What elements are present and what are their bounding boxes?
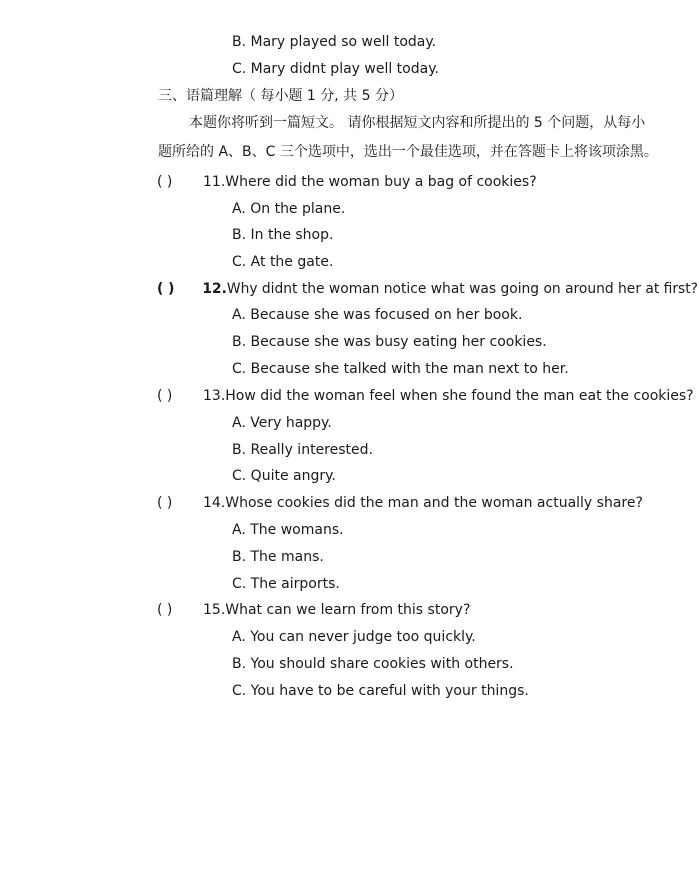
- q15-option-c: C. You have to be careful with your things.: [232, 683, 529, 699]
- q13-option-b: B. Really interested.: [232, 442, 373, 458]
- q11-option-b: B. In the shop.: [232, 227, 334, 243]
- question-11: [157, 173, 537, 191]
- question-text: How did the woman feel when she found the man eat the cookies?: [225, 388, 694, 404]
- q11-option-a: A. On the plane.: [232, 201, 346, 217]
- question-15: [157, 601, 470, 619]
- q14-option-c: C. The airports.: [232, 576, 340, 592]
- question-14: [157, 494, 643, 512]
- section-intro-line-2: 题所给的 A、B、C 三个选项中，选出一个最佳选项，并在答题卡上将该项涂黑。: [158, 144, 658, 160]
- question-text: What can we learn from this story?: [225, 602, 471, 618]
- q15-option-a: A. You can never judge too quickly.: [232, 629, 476, 645]
- question-12: [157, 280, 698, 298]
- answer-blank[interactable]: ( ): [157, 602, 173, 618]
- question-number: 13.: [203, 388, 226, 404]
- q14-option-b: B. The mans.: [232, 549, 324, 565]
- section-heading: 三、语篇理解（ 每小题 1 分, 共 5 分）: [158, 88, 403, 104]
- question-number: 15.: [203, 602, 226, 618]
- question-text: Whose cookies did the man and the woman actually share?: [225, 495, 643, 511]
- question-text: Where did the woman buy a bag of cookies?: [225, 174, 537, 190]
- q15-option-b: B. You should share cookies with others.: [232, 656, 514, 672]
- q12-option-b: B. Because she was busy eating her cookies.: [232, 334, 547, 350]
- q12-option-a: A. Because she was focused on her book.: [232, 307, 523, 323]
- question-number: 12.: [202, 281, 227, 297]
- question-text: Why didnt the woman notice what was going on around her at first?: [226, 281, 699, 297]
- q11-option-c: C. At the gate.: [232, 254, 334, 270]
- prev-option-c: C. Mary didnt play well today.: [232, 61, 439, 77]
- answer-blank[interactable]: ( ): [157, 495, 173, 511]
- question-13: [157, 387, 694, 405]
- q13-option-a: A. Very happy.: [232, 415, 332, 431]
- q13-option-c: C. Quite angry.: [232, 468, 336, 484]
- question-number: 11.: [203, 174, 226, 190]
- q14-option-a: A. The womans.: [232, 522, 344, 538]
- section-intro-line-1: 本题你将听到一篇短文。 请你根据短文内容和所提出的 5 个问题，从每小: [189, 115, 646, 131]
- answer-blank[interactable]: ( ): [157, 388, 173, 404]
- question-number: 14.: [203, 495, 226, 511]
- answer-blank[interactable]: ( ): [157, 174, 173, 190]
- prev-option-b: B. Mary played so well today.: [232, 34, 437, 50]
- answer-blank[interactable]: ( ): [157, 281, 175, 297]
- q12-option-c: C. Because she talked with the man next to her.: [232, 361, 569, 377]
